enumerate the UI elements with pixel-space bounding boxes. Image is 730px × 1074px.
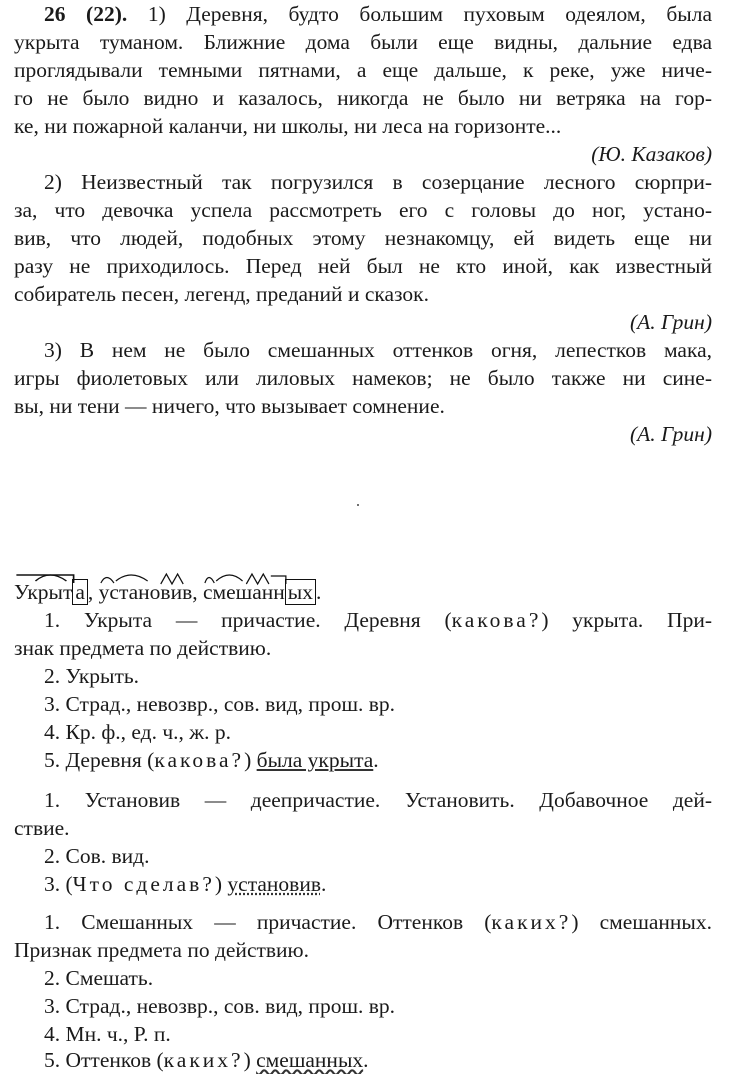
text-line: игры фиолетовых или лиловых намеков; не было также ни сине-: [14, 366, 712, 390]
analysis-line: 5. Деревня (какова?) была укрыта.: [44, 748, 379, 772]
morpheme-marks-icon: [14, 572, 88, 586]
circumstance-underline: установив: [227, 872, 321, 896]
analysis-line: знак предмета по действию.: [14, 636, 272, 660]
analysis-line: 1. Установив — деепричастие. Установить. Добавочное дей-: [44, 788, 712, 812]
morpheme-line: Укрыт а , установив, смешанн ых .: [0, 578, 730, 606]
text-line: за, что девочка успела рассмотреть его с головы до ног, устано-: [14, 198, 712, 222]
attribute-underline: смешанных: [256, 1048, 364, 1072]
text-line: 26 (22). 1) Деревня, будто большим пуховым одеялом, была: [44, 2, 712, 26]
author-attribution: (А. Грин): [629, 422, 712, 446]
text-line: вы, ни тени — ничего, что вызывает сомнение.: [14, 394, 445, 418]
word-smeshannykh: смешанн ых: [203, 578, 316, 606]
analysis-line: 3. Страд., невозвр., сов. вид, прош. вр.: [44, 692, 396, 716]
text-line: ке, ни пожарной каланчи, ни школы, ни леса на горизонте...: [14, 114, 562, 138]
text-line: разу не приходилось. Перед ней был не кто иной, как известный: [14, 254, 712, 278]
analysis-line: Признак предмета по действию.: [14, 938, 309, 962]
analysis-line: 3. (Что сделав?) установив.: [44, 872, 327, 896]
word-ustanoviv: установив: [99, 578, 193, 606]
scan-speck: [357, 504, 359, 506]
analysis-line: 4. Кр. ф., ед. ч., ж. р.: [44, 720, 232, 744]
analysis-line: 1. Смешанных — причастие. Оттенков (каких?) смешанных.: [44, 910, 713, 934]
text-line: собиратель песен, легенд, преданий и сказок.: [14, 282, 429, 306]
ending-box: ых: [285, 579, 316, 605]
text-line: укрыта туманом. Ближние дома были еще видны, дальние едва: [14, 30, 712, 54]
analysis-line: 4. Мн. ч., Р. п.: [44, 1022, 171, 1046]
morpheme-marks-icon: [203, 572, 316, 586]
morpheme-marks-icon: [99, 572, 193, 586]
text-line: вив, что людей, подобных этому незнакомцу, ей видеть еще ни: [14, 226, 712, 250]
analysis-line: 2. Укрыть.: [44, 664, 140, 688]
analysis-line: 2. Сов. вид.: [44, 844, 150, 868]
analysis-line: 1. Укрыта — причастие. Деревня (какова?) укрыта. При-: [44, 608, 712, 632]
analysis-line: 2. Смешать.: [44, 966, 154, 990]
word-ukryta: Укрыт а: [14, 578, 88, 606]
analysis-line: ствие.: [14, 816, 70, 840]
text-line: проглядывали темными пятнами, а еще дальше, к реке, уже ниче-: [14, 58, 712, 82]
author-attribution: (Ю. Казаков): [591, 142, 712, 166]
text-line: го не было видно и казалось, никогда не было ни ветряка на гор-: [14, 86, 712, 110]
analysis-line: 3. Страд., невозвр., сов. вид, прош. вр.: [44, 994, 396, 1018]
text-line: 2) Неизвестный так погрузился в созерцание лесного сюрпри-: [44, 170, 712, 194]
text-line: 3) В нем не было смешанных оттенков огня, лепестков мака,: [44, 338, 712, 362]
author-attribution: (А. Грин): [629, 310, 712, 334]
ending-box: а: [72, 579, 88, 605]
analysis-line: 5. Оттенков (каких?) смешанных.: [44, 1048, 369, 1072]
exercise-number: 26 (22).: [44, 2, 128, 26]
predicate-underline: была укрыта: [256, 748, 374, 772]
